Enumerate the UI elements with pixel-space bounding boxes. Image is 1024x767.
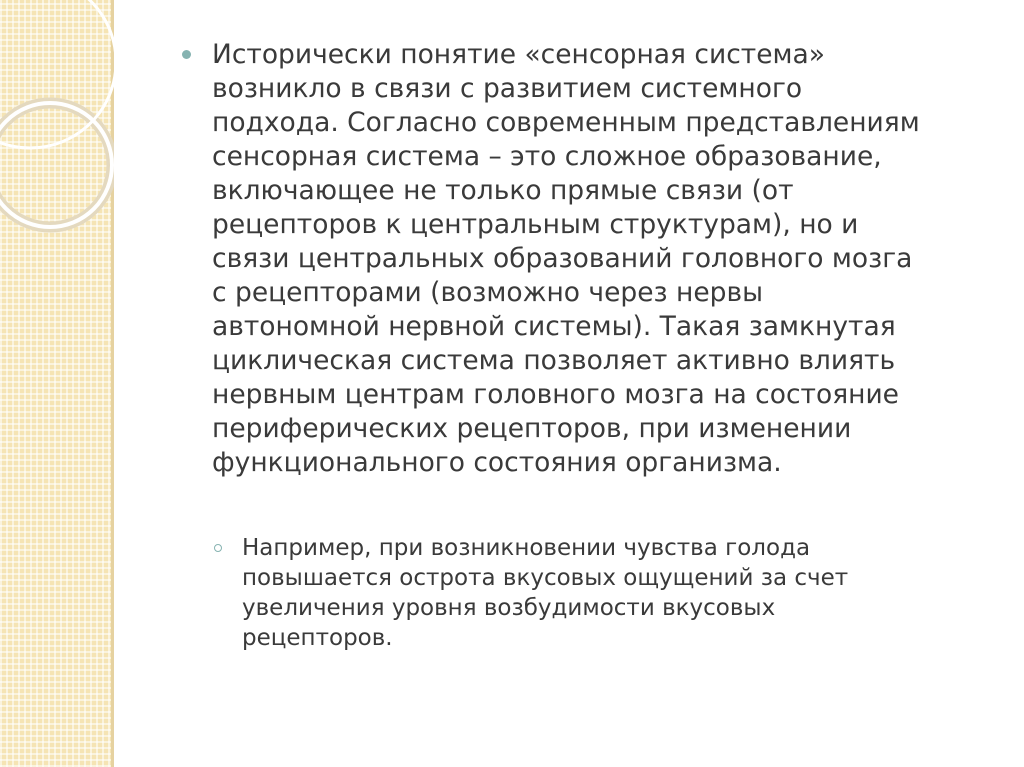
sub-bullet-line: повышается острота вкусовых ощущений за счет	[242, 565, 849, 591]
decorative-circles-icon	[0, 0, 114, 300]
slide-content	[180, 38, 990, 653]
main-bullet-line: циклическая система позволяет активно влиять	[212, 345, 896, 376]
bullet-secondary-icon	[214, 544, 222, 552]
bullet-primary-icon	[182, 50, 191, 59]
main-bullet-line: функционального состояния организма.	[212, 447, 782, 478]
main-bullet-line: включающее не только прямые связи (от	[212, 175, 794, 206]
main-bullet-line: сенсорная система – это сложное образование,	[212, 141, 882, 172]
main-bullet-line: нервным центрам головного мозга на состояние	[212, 379, 899, 410]
main-bullet-line: Исторически понятие «сенсорная система»	[212, 39, 825, 70]
main-bullet-line: автономной нервной системы). Такая замкнутая	[212, 311, 896, 342]
main-bullet-line: возникло в связи с развитием системного	[212, 73, 803, 104]
sub-bullet-line: рецепторов.	[242, 625, 393, 651]
sub-bullet-line: Например, при возникновении чувства голода	[242, 535, 811, 561]
sub-bullet-line: увеличения уровня возбудимости вкусовых	[242, 595, 776, 621]
main-bullet-line: периферических рецепторов, при изменении	[212, 413, 852, 444]
main-bullet-line: связи центральных образований головного мозга	[212, 243, 913, 274]
main-bullet-line: с рецепторами (возможно через нервы	[212, 277, 764, 308]
main-bullet-line: подхода. Согласно современным представлениям	[212, 107, 920, 138]
sub-bullet	[212, 533, 942, 653]
main-bullet-line: рецепторов к центральным структурам), но и	[212, 209, 859, 240]
main-bullet	[180, 38, 990, 480]
